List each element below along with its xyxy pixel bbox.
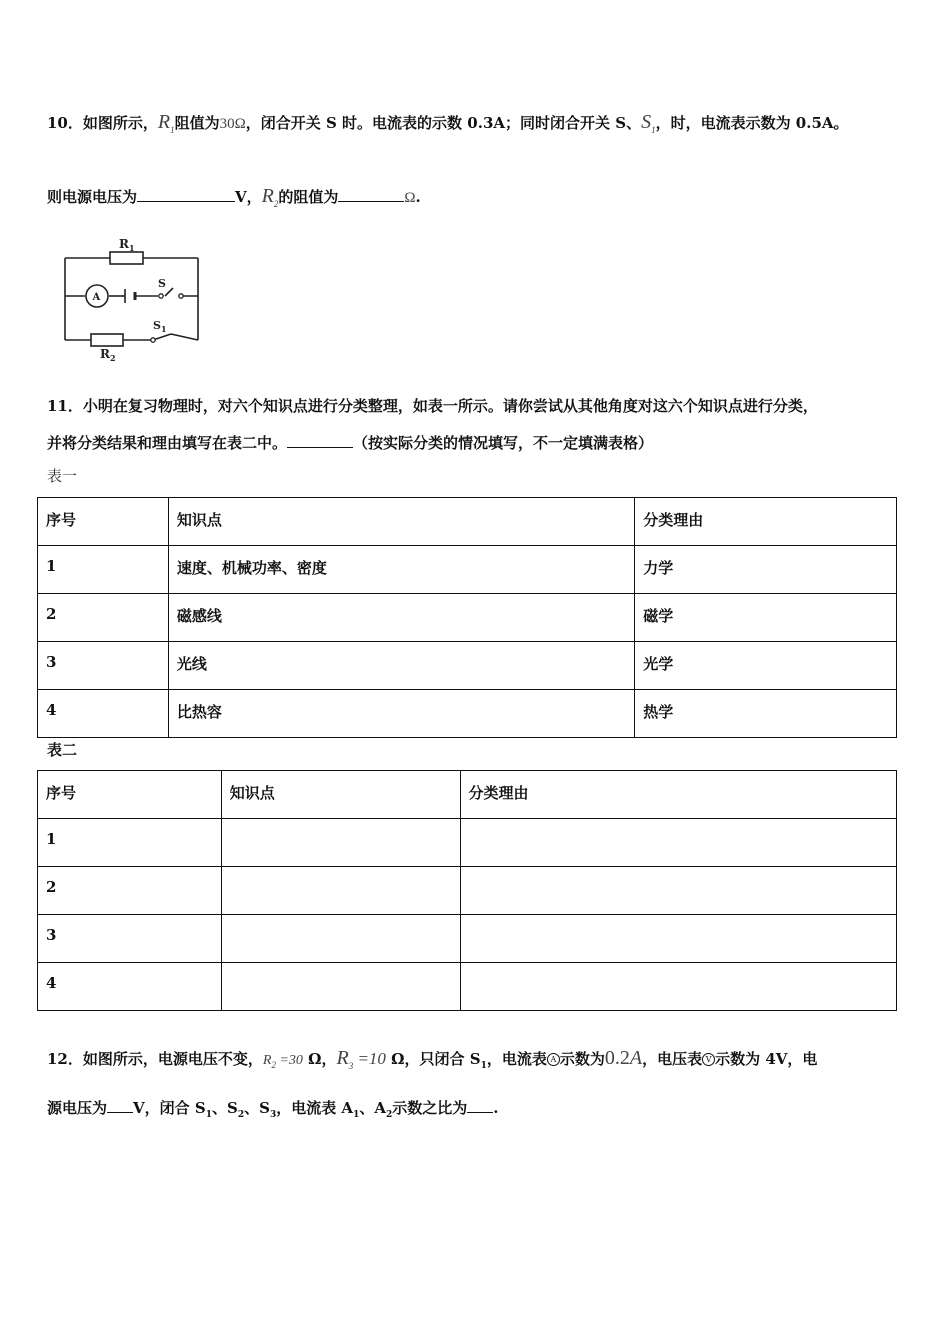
table-row [38,594,897,642]
s1-symbol: $S_1$ [641,111,656,135]
table-cell: 2 [38,867,222,915]
current-value: 0.2 [604,1047,630,1069]
table1-header-cell: 序号 [38,498,169,546]
circuit-diagram [55,232,215,362]
label-r2: $R_2$ [100,347,116,362]
table-cell-input[interactable] [221,867,460,915]
switch-s-contact [179,294,183,298]
label-ammeter: A [92,292,101,303]
table-cell-input[interactable] [221,963,460,1011]
table2-header-cell: 序号 [38,771,222,819]
table-row [38,819,897,867]
table-cell: 光线 [168,642,634,690]
table-cell: 磁感线 [168,594,634,642]
table2-header-cell: 知识点 [221,771,460,819]
resistor-r1 [110,252,143,264]
table-cell: 比热容 [168,690,634,738]
table-cell: 4 [38,690,169,738]
table-cell: 速度、机械功率、密度 [168,546,634,594]
table-cell: 3 [38,915,222,963]
table1-header-cell: 知识点 [168,498,634,546]
r1-symbol: $R_1$ [157,111,175,135]
table2-header-cell: 分类理由 [460,771,896,819]
answer-blank-r2[interactable] [338,187,404,202]
table-cell-input[interactable] [221,819,460,867]
table-cell: 4 [38,963,222,1011]
table-cell: 1 [38,546,169,594]
table-cell-input[interactable] [460,963,896,1011]
table-row [38,867,897,915]
table-1 [37,497,897,738]
label-s: S [158,277,166,290]
answer-blank-voltage[interactable] [137,187,235,202]
q10-number: 10． [47,114,83,132]
table-cell: 力学 [635,546,897,594]
q11-number: 11． [47,397,83,415]
label-s1: $S_1$ [153,319,167,334]
table2-header-row [38,771,897,819]
table1-header-row [38,498,897,546]
table1-caption: 表一 [47,467,78,485]
table-row [38,546,897,594]
table2-caption: 表二 [47,741,78,759]
table-row [38,642,897,690]
r1-value: 30Ω [219,116,246,132]
r2-expression: $R_2 =30$ [262,1053,303,1070]
answer-blank-source-voltage[interactable] [107,1098,133,1113]
q10-line1: 10．如图所示，$R_1$阻值为30Ω，闭合开关 S 时。电流表的示数 0.3A；同时闭合开关 S、$S_1$，时，电流表示数为 0.5A。 [47,111,849,135]
q12-line2: 源电压为 V，闭合 $S_1$、$S_2$、$S_3$，电流表 $A_1$、$A_2$示数之比为 . [47,1099,499,1120]
answer-blank-q11[interactable] [287,433,353,448]
table1-header-cell: 分类理由 [635,498,897,546]
label-r1: $R_1$ [119,237,135,253]
q12-number: 12． [47,1050,83,1068]
table-2 [37,770,897,1011]
table-cell: 磁学 [635,594,897,642]
q11-line1: 11．小明在复习物理时，对六个知识点进行分类整理，如表一所示。请你尝试从其他角度对这六个知识点进行分类， [47,397,818,415]
table-row [38,963,897,1011]
r3-expression: $R_3 =10$ [336,1047,386,1071]
resistor-r2 [91,334,123,346]
table-cell: 3 [38,642,169,690]
table-cell-input[interactable] [460,867,896,915]
switch-s1-contact [151,338,155,342]
table-cell-input[interactable] [221,915,460,963]
table-row [38,915,897,963]
table-cell: 2 [38,594,169,642]
r2-symbol: $R_2$ [261,185,279,209]
table-cell: 1 [38,819,222,867]
ammeter-icon: A [547,1053,560,1066]
q12-line1: 12．如图所示，电源电压不变，$R_2 =30$ Ω，$R_3 =10$ Ω，只闭合 $S_1$，电流表 A 示数为0.2A，电压表 V 示数为 4V，电 [47,1047,818,1071]
q11-line2: 并将分类结果和理由填写在表二中。 （按实际分类的情况填写，不一定填满表格） [47,434,654,452]
table-row [38,690,897,738]
table-cell-input[interactable] [460,819,896,867]
table-cell: 热学 [635,690,897,738]
table-cell: 光学 [635,642,897,690]
switch-s-contact [159,294,163,298]
q10-line2: 则电源电压为 V，$R_2$的阻值为 Ω. [47,185,421,209]
table-cell-input[interactable] [460,915,896,963]
voltmeter-icon: V [702,1053,715,1066]
answer-blank-ratio[interactable] [467,1098,493,1113]
